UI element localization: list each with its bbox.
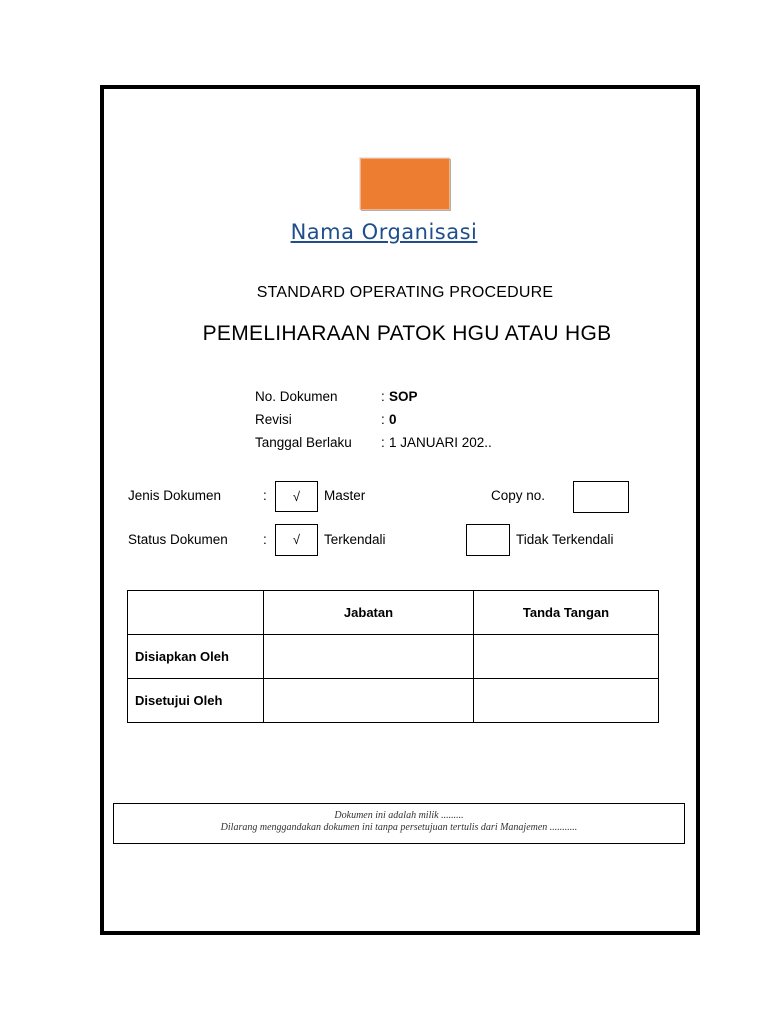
meta-value: 0 bbox=[389, 412, 397, 427]
jabatan-cell[interactable] bbox=[264, 679, 474, 723]
jenis-dokumen-label: Jenis Dokumen bbox=[128, 488, 222, 503]
footer-ownership-text: Dokumen ini adalah milik ......... bbox=[334, 810, 464, 821]
meta-label: Tanggal Berlaku bbox=[255, 435, 352, 450]
meta-value: SOP bbox=[389, 389, 418, 404]
jabatan-cell[interactable] bbox=[264, 635, 474, 679]
jenis-dokumen-colon: : bbox=[263, 488, 267, 503]
master-option-label: Master bbox=[324, 488, 366, 503]
row-label-disetujui: Disetujui Oleh bbox=[128, 679, 264, 723]
copy-no-field[interactable] bbox=[573, 481, 629, 513]
table-header-row bbox=[128, 591, 659, 635]
tidak-terkendali-option-label: Tidak Terkendali bbox=[516, 532, 614, 547]
organization-name: Nama Organisasi bbox=[290, 220, 478, 244]
tanda-tangan-cell[interactable] bbox=[474, 679, 659, 723]
tanda-tangan-cell[interactable] bbox=[474, 635, 659, 679]
master-checkbox[interactable] bbox=[275, 481, 318, 512]
table-row bbox=[128, 635, 659, 679]
footer-notice bbox=[113, 803, 685, 844]
meta-separator: : bbox=[381, 389, 385, 404]
check-mark-icon: √ bbox=[292, 489, 301, 504]
document-title: PEMELIHARAAN PATOK HGU ATAU HGB bbox=[202, 322, 612, 345]
footer-copy-restriction-text: Dilarang menggandakan dokumen ini tanpa persetujuan tertulis dari Manajemen ........... bbox=[220, 822, 578, 833]
meta-value: 1 JANUARI 202.. bbox=[389, 435, 492, 450]
terkendali-option-label: Terkendali bbox=[324, 532, 386, 547]
table-row bbox=[128, 679, 659, 723]
table-header-jabatan: Jabatan bbox=[264, 591, 474, 635]
meta-label: No. Dokumen bbox=[255, 389, 338, 404]
terkendali-checkbox[interactable] bbox=[275, 524, 318, 556]
meta-separator: : bbox=[381, 412, 385, 427]
check-mark-icon: √ bbox=[292, 532, 301, 547]
status-dokumen-label: Status Dokumen bbox=[128, 532, 228, 547]
status-dokumen-colon: : bbox=[263, 532, 267, 547]
meta-separator: : bbox=[381, 435, 385, 450]
meta-label: Revisi bbox=[255, 412, 292, 427]
signature-table bbox=[127, 590, 659, 723]
tidak-terkendali-checkbox[interactable] bbox=[466, 524, 510, 556]
table-header-tanda-tangan: Tanda Tangan bbox=[474, 591, 659, 635]
copy-no-label: Copy no. bbox=[491, 488, 546, 503]
table-header-cell bbox=[128, 591, 264, 635]
row-label-disiapkan: Disiapkan Oleh bbox=[128, 635, 264, 679]
organization-logo bbox=[360, 158, 450, 210]
document-type: STANDARD OPERATING PROCEDURE bbox=[256, 284, 554, 301]
